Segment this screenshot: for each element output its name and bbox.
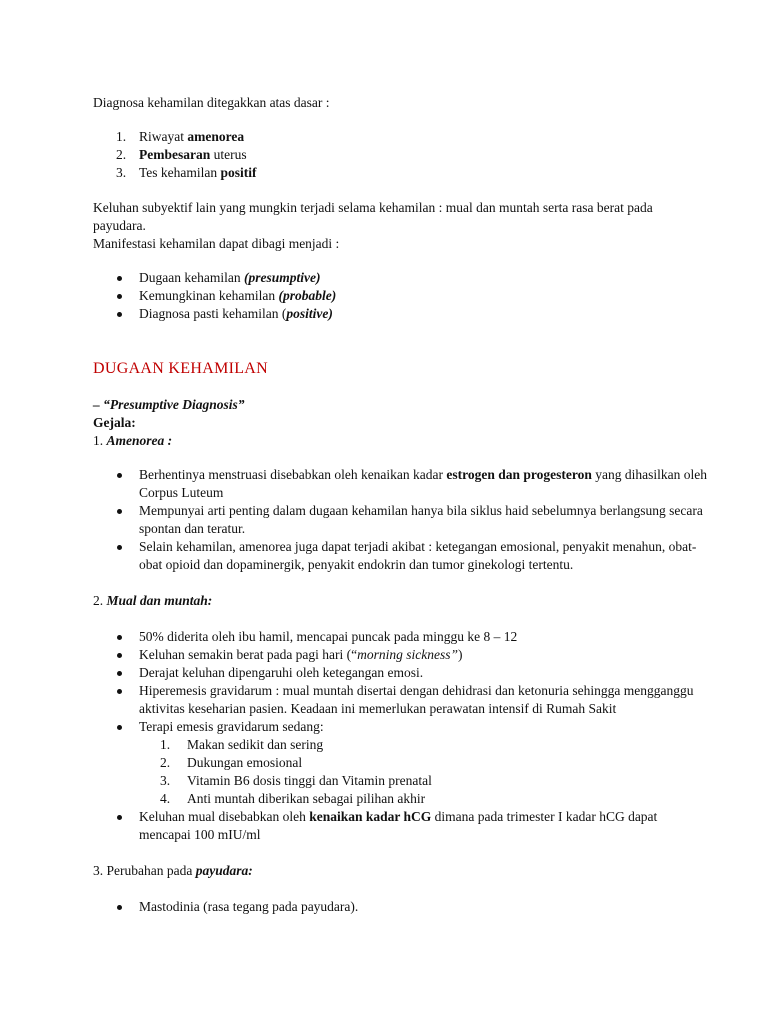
list-item: Derajat keluhan dipengaruhi oleh ketegangan emosi. [115,664,708,682]
list-item: 3. Vitamin B6 dosis tinggi dan Vitamin prenatal [160,773,432,788]
list-item: 50% diderita oleh ibu hamil, mencapai puncak pada minggu ke 8 – 12 [115,628,708,646]
list-item: Keluhan semakin berat pada pagi hari (“morning sickness”) [115,646,708,664]
list-item: Hiperemesis gravidarum : mual muntah disertai dengan dehidrasi dan ketonuria sehingga mengganggu aktivitas keseharian pasien. Keadaan ini memerlukan perawatan intensif di Rumah Sakit [115,682,708,718]
payudara-heading: 3. Perubahan pada payudara: [93,863,253,878]
payudara-list [93,898,708,916]
subjective-text: Keluhan subyektif lain yang mungkin terjadi selama kehamilan : mual dan muntah serta rasa berat pada payudara. [93,200,653,233]
manifest-list [93,269,708,323]
list-item: Mempunyai arti penting dalam dugaan kehamilan hanya bila siklus haid sebelumnya berlangsung secara spontan dan teratur. [115,502,708,538]
list-item: Dugaan kehamilan (presumptive) [115,269,708,287]
list-item: 3. Tes kehamilan positif [116,165,257,180]
list-item: 2. Dukungan emosional [160,755,303,770]
list-item: 1. Riwayat amenorea [116,129,245,144]
intro-text: Diagnosa kehamilan ditegakkan atas dasar : [93,95,330,110]
mual-heading: 2. Mual dan muntah: [93,593,213,608]
basis-list [93,128,708,182]
amenorea-list [93,466,708,574]
list-item: Terapi emesis gravidarum sedang: 1. Makan sedikit dan sering 2. Dukungan emosional 3. Vitamin B6 dosis tinggi dan Vitamin prenatal 4. Anti muntah diberikan sebagai pilihan akhir [115,718,708,808]
therapy-list [139,736,708,808]
list-item: 2. Pembesaran uterus [116,147,247,162]
mual-list [93,628,708,844]
section-heading: DUGAAN KEHAMILAN [93,360,269,377]
list-item: Berhentinya menstruasi disebabkan oleh kenaikan kadar estrogen dan progesteron yang dihasilkan oleh Corpus Luteum [115,466,708,502]
list-item: Mastodinia (rasa tegang pada payudara). [115,898,708,916]
list-item: Selain kehamilan, amenorea juga dapat terjadi akibat : ketegangan emosional, penyakit menahun, obat-obat opioid dan dopaminergik, penyakit endokrin dan tumor ginekologi tertentu. [115,538,708,574]
presumptive-label: – “Presumptive Diagnosis” [93,397,245,412]
list-item: Diagnosa pasti kehamilan (positive) [115,305,708,323]
manifest-intro: Manifestasi kehamilan dapat dibagi menjadi : [93,236,340,251]
list-item: Kemungkinan kehamilan (probable) [115,287,708,305]
list-item: Keluhan mual disebabkan oleh kenaikan kadar hCG dimana pada trimester I kadar hCG dapat mencapai 100 mIU/ml [115,808,708,844]
amenorea-heading: 1. Amenorea : [93,433,173,448]
gejala-label: Gejala: [93,415,136,430]
list-item: 1. Makan sedikit dan sering [160,737,324,752]
list-item: 4. Anti muntah diberikan sebagai pilihan akhir [160,791,426,806]
